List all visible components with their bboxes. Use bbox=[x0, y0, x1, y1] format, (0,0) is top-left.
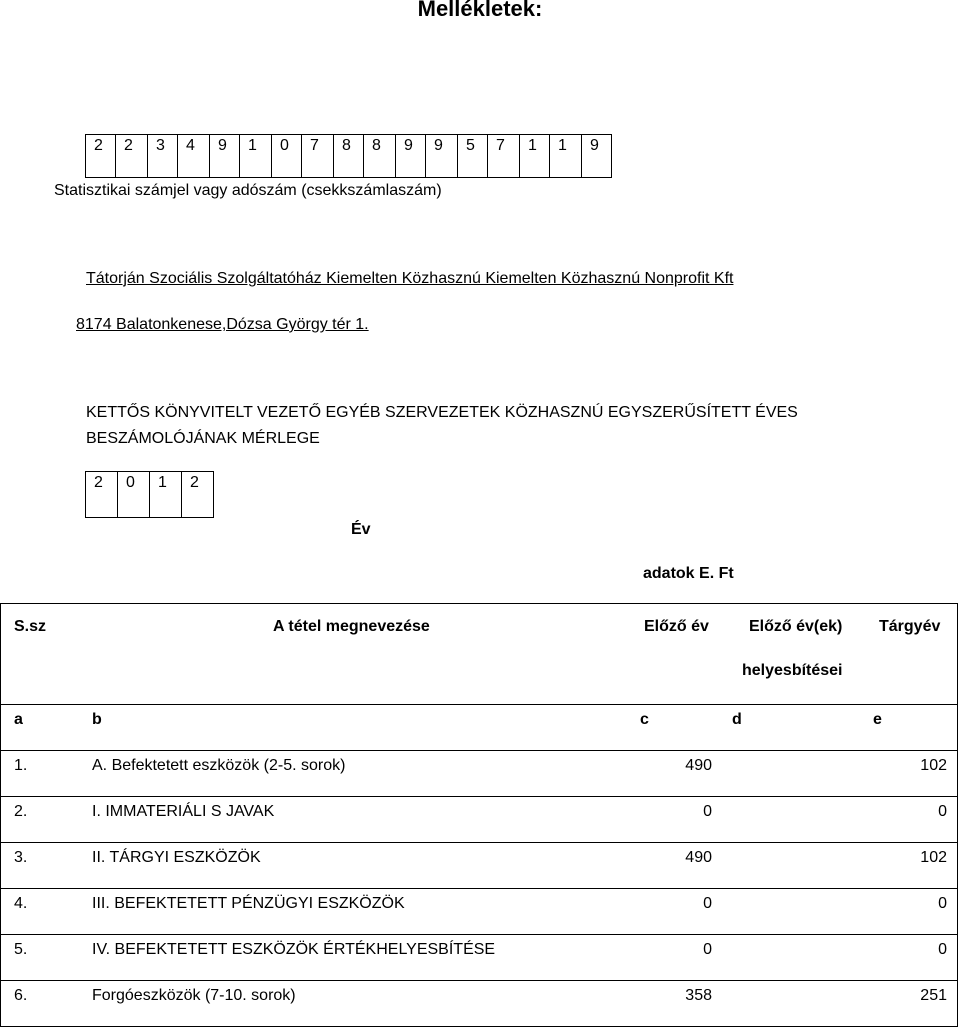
tax-number-digit: 5 bbox=[458, 134, 488, 178]
row-current-year: 251 bbox=[920, 987, 947, 1004]
year-digit: 0 bbox=[118, 471, 150, 518]
tax-number-label: Statisztikai számjel vagy adószám (csekkszámlaszám) bbox=[54, 182, 442, 199]
tax-number-digit: 2 bbox=[86, 134, 116, 178]
year-digit: 1 bbox=[150, 471, 182, 518]
report-title-line2: BESZÁMOLÓJÁNAK MÉRLEGE bbox=[86, 430, 320, 447]
organization-address: 8174 Balatonkenese,Dózsa György tér 1. bbox=[76, 316, 369, 333]
table-letter-row bbox=[1, 705, 957, 751]
row-item-name: IV. BEFEKTETETT ESZKÖZÖK ÉRTÉKHELYESBÍTÉSE bbox=[92, 941, 496, 958]
tax-number-digit: 9 bbox=[426, 134, 458, 178]
header-ssz: S.sz bbox=[14, 618, 47, 635]
tax-number-digit: 8 bbox=[364, 134, 396, 178]
table-row bbox=[1, 843, 957, 889]
row-item-name: I. IMMATERIÁLI S JAVAK bbox=[92, 803, 275, 820]
row-prev-year: 358 bbox=[685, 987, 712, 1004]
unit-label: adatok E. Ft bbox=[643, 565, 734, 582]
tax-number-digit: 3 bbox=[148, 134, 178, 178]
row-current-year: 102 bbox=[920, 849, 947, 866]
row-number: 2. bbox=[14, 803, 28, 820]
row-prev-year: 0 bbox=[703, 895, 712, 912]
row-number: 5. bbox=[14, 941, 28, 958]
row-number: 4. bbox=[14, 895, 28, 912]
row-prev-year: 0 bbox=[703, 803, 712, 820]
header-prev-year: Előző év bbox=[644, 618, 709, 635]
letter-a: a bbox=[14, 711, 23, 728]
year-digit: 2 bbox=[182, 471, 214, 518]
tax-number-digit: 4 bbox=[178, 134, 210, 178]
tax-number-digit: 0 bbox=[272, 134, 302, 178]
table-row bbox=[1, 797, 957, 843]
table-row bbox=[1, 981, 957, 1026]
tax-number-digit: 8 bbox=[334, 134, 364, 178]
row-current-year: 0 bbox=[938, 803, 947, 820]
tax-number-digit: 9 bbox=[582, 134, 612, 178]
table-row bbox=[1, 751, 957, 797]
tax-number-digit: 7 bbox=[488, 134, 520, 178]
balance-sheet-table bbox=[0, 603, 958, 1027]
year-label: Év bbox=[351, 521, 371, 538]
table-row bbox=[1, 935, 957, 981]
tax-number-digit: 9 bbox=[210, 134, 240, 178]
tax-number-grid bbox=[85, 134, 612, 178]
tax-number-digit: 2 bbox=[116, 134, 148, 178]
tax-number-digit: 9 bbox=[396, 134, 426, 178]
row-item-name: III. BEFEKTETETT PÉNZÜGYI ESZKÖZÖK bbox=[92, 895, 405, 912]
row-prev-year: 490 bbox=[685, 757, 712, 774]
letter-c: c bbox=[640, 711, 649, 728]
header-prev-corrections-1: Előző év(ek) bbox=[749, 618, 843, 635]
page-title: Mellékletek: bbox=[417, 0, 543, 21]
row-number: 6. bbox=[14, 987, 28, 1004]
header-current-year: Tárgyév bbox=[879, 618, 941, 635]
letter-e: e bbox=[873, 711, 882, 728]
organization-name: Tátorján Szociális Szolgáltatóház Kiemelten Közhasznú Kiemelten Közhasznú Nonprofit Kft bbox=[86, 270, 734, 287]
row-current-year: 0 bbox=[938, 895, 947, 912]
row-prev-year: 0 bbox=[703, 941, 712, 958]
row-item-name: Forgóeszközök (7-10. sorok) bbox=[92, 987, 296, 1004]
row-current-year: 102 bbox=[920, 757, 947, 774]
report-title-line1: KETTŐS KÖNYVITELT VEZETŐ EGYÉB SZERVEZETEK KÖZHASZNÚ EGYSZERŰSÍTETT ÉVES bbox=[86, 404, 798, 421]
row-item-name: A. Befektetett eszközök (2-5. sorok) bbox=[92, 757, 346, 774]
tax-number-digit: 1 bbox=[550, 134, 582, 178]
row-item-name: II. TÁRGYI ESZKÖZÖK bbox=[92, 849, 261, 866]
header-prev-corrections-2: helyesbítései bbox=[742, 662, 843, 679]
row-number: 3. bbox=[14, 849, 28, 866]
header-item-name: A tétel megnevezése bbox=[273, 618, 430, 635]
tax-number-digit: 1 bbox=[240, 134, 272, 178]
year-digit: 2 bbox=[86, 471, 118, 518]
row-prev-year: 490 bbox=[685, 849, 712, 866]
row-number: 1. bbox=[14, 757, 28, 774]
letter-d: d bbox=[732, 711, 742, 728]
year-grid bbox=[85, 471, 214, 518]
tax-number-digit: 7 bbox=[302, 134, 334, 178]
table-header bbox=[1, 604, 957, 705]
table-row bbox=[1, 889, 957, 935]
row-current-year: 0 bbox=[938, 941, 947, 958]
letter-b: b bbox=[92, 711, 102, 728]
tax-number-digit: 1 bbox=[520, 134, 550, 178]
